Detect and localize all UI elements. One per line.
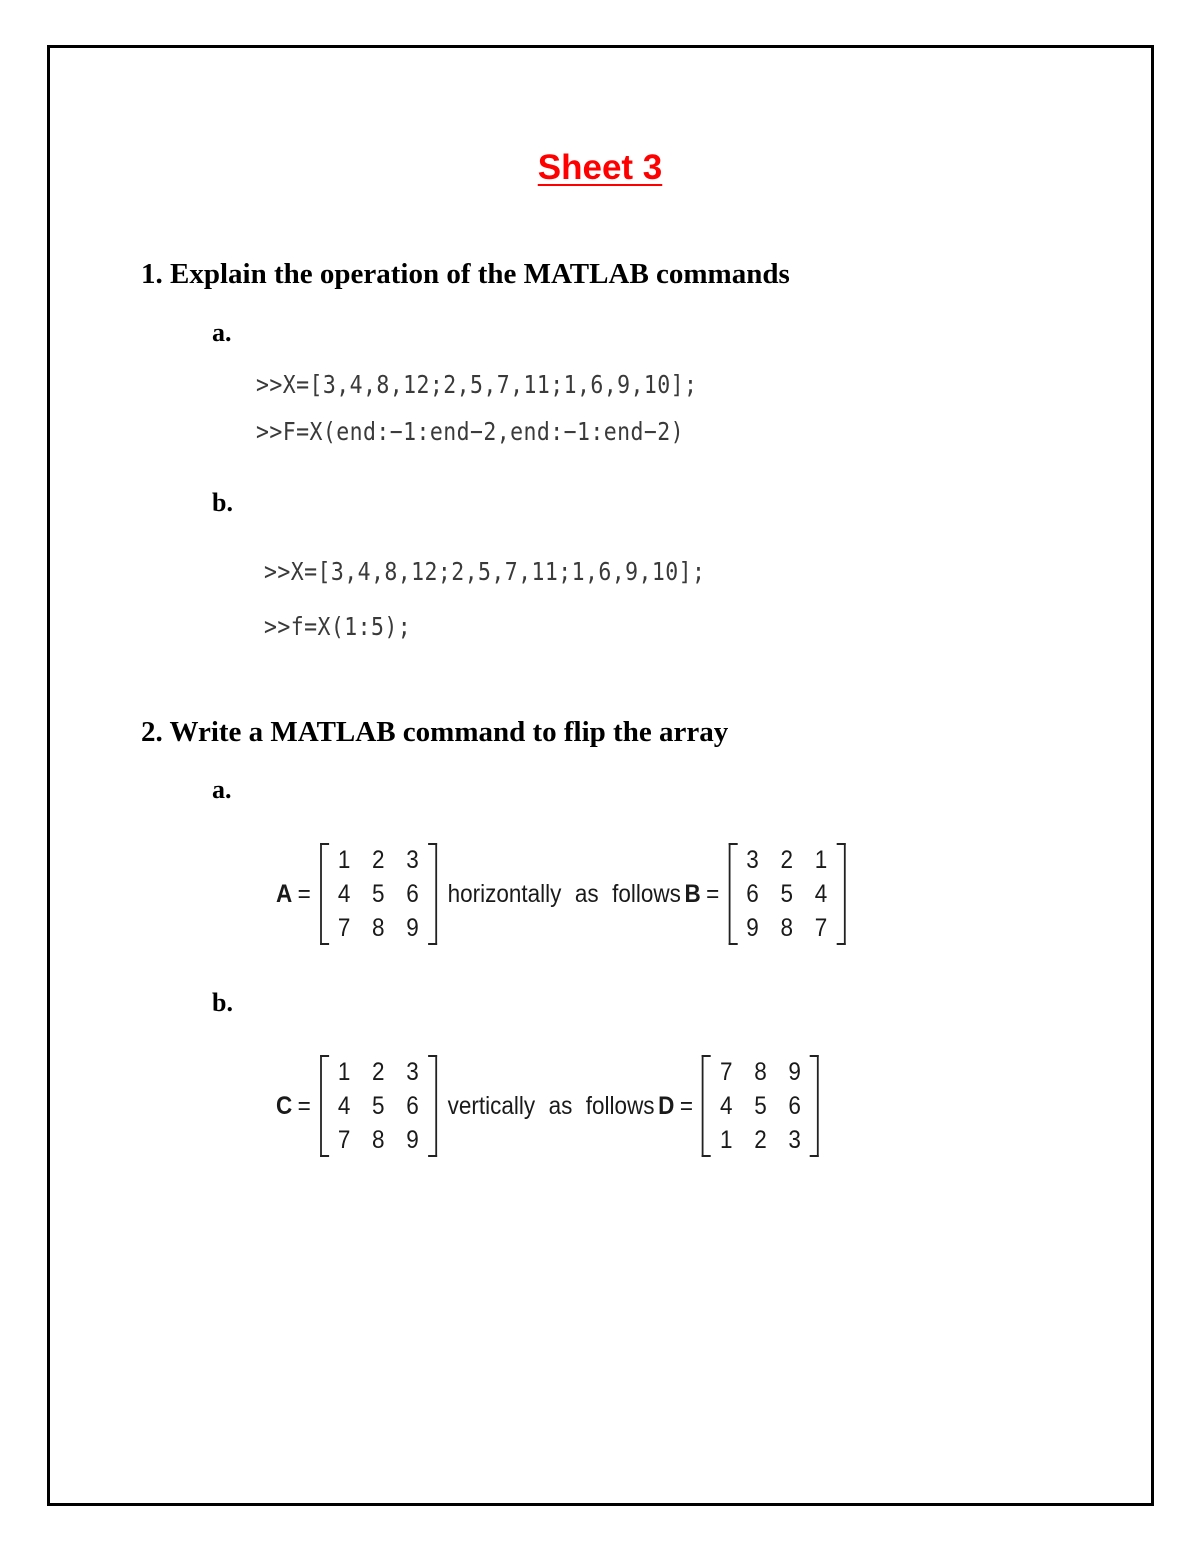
matrix-cell: 7 <box>337 913 351 942</box>
question-2b-label: b. <box>212 988 233 1017</box>
matrix-cell: 1 <box>337 845 351 874</box>
matrix-cell: 1 <box>814 845 828 874</box>
matrix-cell: 4 <box>720 1091 733 1120</box>
flip-description: vertically as follows <box>447 1091 655 1120</box>
question-1-heading: 1. Explain the operation of the MATLAB commands <box>141 258 790 290</box>
matrix-b <box>728 843 845 945</box>
matrix-cell: 1 <box>720 1125 733 1154</box>
matrix-cell: 4 <box>814 879 828 908</box>
matrix-cell: 6 <box>406 879 419 908</box>
matrix-c <box>320 1055 437 1157</box>
matrix-cell: 6 <box>406 1091 419 1120</box>
matrix-d <box>702 1055 819 1157</box>
question-2-heading: 2. Write a MATLAB command to flip the array <box>141 716 729 748</box>
matrix-cell: 2 <box>754 1125 767 1154</box>
matrix-cell: 6 <box>788 1091 801 1120</box>
matrix-cell: 4 <box>337 1091 351 1120</box>
matrix-b-name: B <box>684 879 701 908</box>
matrix-d-name: D <box>658 1091 675 1120</box>
matrix-cell: 4 <box>337 879 351 908</box>
matrix-cell: 8 <box>372 1125 385 1154</box>
question-1a-label: a. <box>212 318 232 347</box>
sheet-title: Sheet 3 <box>537 148 663 187</box>
matrix-cell: 5 <box>372 879 385 908</box>
matrix-cell: 8 <box>754 1057 767 1086</box>
equals-sign: = <box>297 879 311 908</box>
equals-sign: = <box>679 1091 693 1120</box>
matrix-cell: 2 <box>372 1057 385 1086</box>
question-2b-equation <box>276 1055 821 1157</box>
matrix-cell: 5 <box>372 1091 385 1120</box>
matrix-cell: 8 <box>372 913 385 942</box>
matrix-cell: 9 <box>406 1125 419 1154</box>
matrix-cell: 2 <box>372 845 385 874</box>
matrix-cell: 3 <box>788 1125 801 1154</box>
equals-sign: = <box>706 879 720 908</box>
matrix-cell: 9 <box>746 913 759 942</box>
matrix-cell: 9 <box>788 1057 801 1086</box>
matrix-cell: 2 <box>780 845 794 874</box>
matrix-a-name: A <box>276 879 293 908</box>
question-1a-code-line-2: >>F=X(end:−1:end−2,end:−1:end−2) <box>256 417 684 446</box>
question-1b-label: b. <box>212 488 233 517</box>
matrix-a <box>320 843 437 945</box>
matrix-cell: 7 <box>337 1125 351 1154</box>
matrix-cell: 3 <box>406 1057 419 1086</box>
matrix-cell: 5 <box>754 1091 767 1120</box>
matrix-cell: 1 <box>337 1057 351 1086</box>
matrix-cell: 7 <box>720 1057 733 1086</box>
flip-description: horizontally as follows <box>447 879 681 908</box>
question-1b-code-line-1: >>X=[3,4,8,12;2,5,7,11;1,6,9,10]; <box>264 557 706 586</box>
question-2a-equation <box>276 843 847 945</box>
matrix-cell: 3 <box>406 845 419 874</box>
equals-sign: = <box>297 1091 311 1120</box>
matrix-cell: 8 <box>780 913 794 942</box>
question-1a-code-line-1: >>X=[3,4,8,12;2,5,7,11;1,6,9,10]; <box>256 370 698 399</box>
question-1b-code-line-2: >>f=X(1:5); <box>264 612 412 641</box>
matrix-c-name: C <box>276 1091 293 1120</box>
matrix-cell: 3 <box>746 845 759 874</box>
matrix-cell: 6 <box>746 879 759 908</box>
matrix-cell: 9 <box>406 913 419 942</box>
matrix-cell: 7 <box>814 913 828 942</box>
question-2a-label: a. <box>212 775 232 804</box>
matrix-cell: 5 <box>780 879 794 908</box>
